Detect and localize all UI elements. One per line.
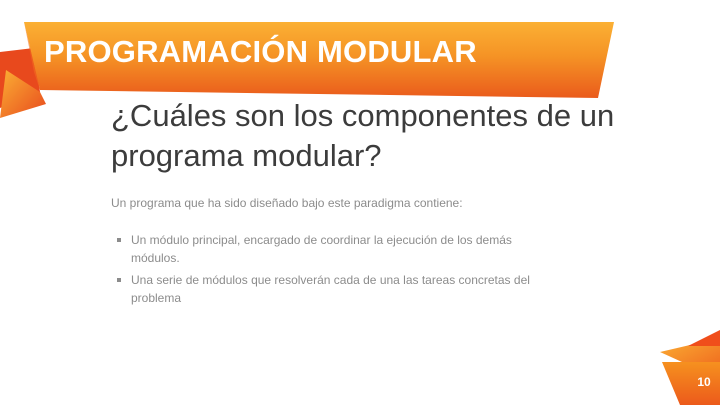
bullet-square-icon bbox=[117, 238, 121, 242]
bullet-item bbox=[117, 231, 557, 267]
bullet-list bbox=[117, 231, 557, 311]
bullet-text: Una serie de módulos que resolverán cada de una las tareas concretas del problema bbox=[131, 273, 530, 305]
bullet-text: Un módulo principal, encargado de coordinar la ejecución de los demás módulos. bbox=[131, 233, 512, 265]
slide-title: PROGRAMACIÓN MODULAR bbox=[44, 34, 477, 69]
corner-ribbon-fold bbox=[688, 330, 720, 346]
bullet-square-icon bbox=[117, 278, 121, 282]
bullet-item bbox=[117, 271, 557, 307]
page-number: 10 bbox=[697, 375, 711, 389]
intro-text: Un programa que ha sido diseñado bajo este paradigma contiene: bbox=[111, 196, 463, 210]
slide-heading: ¿Cuáles son los componentes de un programa modular? bbox=[111, 98, 615, 173]
